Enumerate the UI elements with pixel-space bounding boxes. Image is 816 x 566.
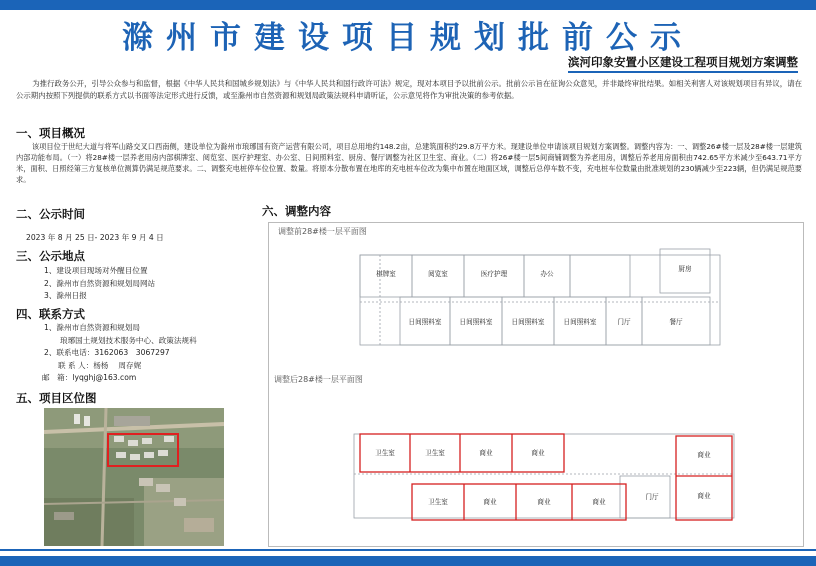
section-1-heading: 一、项目概况 bbox=[16, 126, 85, 140]
after-room-label: 商业 bbox=[697, 451, 711, 459]
after-room-label: 商业 bbox=[479, 449, 493, 457]
after-floor-plan bbox=[350, 426, 750, 526]
before-room-label: 厨房 bbox=[678, 265, 692, 273]
location-list bbox=[44, 265, 155, 303]
location-item: 3、滁州日报 bbox=[44, 291, 87, 300]
after-room-label: 商业 bbox=[697, 492, 711, 500]
intro-paragraph: 为推行政务公开，引导公众参与和监督，根据《中华人民共和国城乡规划法》与《中华人民共和国行政许可法》规定，现对本项目予以批前公示。批前公示旨在征询公众意见，并非最终审批结果。如相关利害人对该规划项目有异议，请在公示期内按照下列提供的联系方式以书面等法定形式进行反馈，或至滁州市自然资源和规划局政策法规科申请听证，公示意见将作为审批决策的参考依据。 bbox=[16, 79, 802, 100]
before-room-label: 日间照料室 bbox=[408, 318, 442, 326]
before-room-label: 阅览室 bbox=[428, 270, 448, 278]
section-2-heading: 二、公示时间 bbox=[16, 207, 85, 221]
after-plan-caption: 调整后28#楼一层平面图 bbox=[274, 375, 363, 384]
before-room-label: 日间照料室 bbox=[511, 318, 545, 326]
location-item: 1、建设项目现场对外醒目位置 bbox=[44, 266, 148, 275]
section-6-heading: 六、调整内容 bbox=[262, 204, 331, 218]
before-room-label: 日间照料室 bbox=[459, 318, 493, 326]
notice-period: 2023 年 8 月 25 日- 2023 年 9 月 4 日 bbox=[26, 233, 164, 242]
after-room-label: 卫生室 bbox=[425, 449, 445, 457]
after-room-label: 商业 bbox=[483, 498, 497, 506]
page-title: 滁州市建设项目规划批前公示 bbox=[122, 20, 694, 56]
contact-list bbox=[44, 322, 197, 385]
after-room-label: 门厅 bbox=[645, 493, 659, 501]
contact-email: 邮 箱：lyqghj@163.com bbox=[42, 373, 137, 382]
bottom-stripe bbox=[0, 556, 816, 566]
page-subtitle: 滨河印象安置小区建设工程项目规划方案调整 bbox=[568, 54, 798, 73]
after-room-label: 商业 bbox=[531, 449, 545, 457]
section-1-text: 该项目位于世纪大道与将军山路交叉口西南侧，建设单位为滁州市琅琊国有资产运营有限公司，项目总用地约148.2亩，总建筑面积约29.8万平方米。现建设单位申请该项目规划方案调整。调整内容为：一、调整26#楼一层及28#楼一层建筑内部功能布局。（一）将28#楼一层养老用房内部棋牌室、阅览室、医疗护理室、办公室、日间照料室、厨房、餐厅调整为社区卫生室、商业。（二）将26#楼一层5间商铺调整为养老用房，调整后养老用房面积由742.65平方米减少至643.71平方米，面积、日照经第三方复核单位测算仍满足规范要求。二、调整充电桩停车位位置、数量。将原本分散布置在地库的充电桩车位改为集中布置在地面区域，调整后总停车数不变，充电桩车位数量由批准规划的230辆减少至223辆，但仍满足规范要求。 bbox=[16, 142, 802, 184]
location-map-image bbox=[44, 408, 224, 546]
before-room-label: 办公 bbox=[540, 270, 554, 278]
after-room-label: 卫生室 bbox=[428, 498, 448, 506]
before-floor-plan bbox=[340, 245, 740, 350]
before-room-label: 门厅 bbox=[617, 318, 631, 326]
after-room-label: 商业 bbox=[592, 498, 606, 506]
before-room-label: 餐厅 bbox=[669, 318, 683, 326]
after-room-label: 商业 bbox=[537, 498, 551, 506]
contact-org: 1、滁州市自然资源和规划局 bbox=[44, 323, 140, 332]
contact-phone: 2、联系电话：3162063 3067297 bbox=[44, 348, 170, 357]
before-room-label: 日间照料室 bbox=[563, 318, 597, 326]
contact-dept: 琅琊国土规划技术服务中心、政策法规科 bbox=[60, 335, 197, 345]
bottom-rule bbox=[0, 549, 816, 551]
contact-person: 联 系 人：杨杨 周存娓 bbox=[58, 360, 142, 370]
before-room-label: 棋牌室 bbox=[376, 270, 396, 278]
location-item: 2、滁州市自然资源和规划局网站 bbox=[44, 278, 156, 288]
before-plan-caption: 调整前28#楼一层平面图 bbox=[278, 227, 367, 236]
section-5-heading: 五、项目区位图 bbox=[16, 391, 97, 405]
section-4-heading: 四、联系方式 bbox=[16, 307, 85, 321]
section-3-heading: 三、公示地点 bbox=[16, 249, 85, 263]
after-room-label: 卫生室 bbox=[375, 449, 395, 457]
before-room-label: 医疗护理 bbox=[480, 270, 508, 278]
top-stripe bbox=[0, 0, 816, 10]
